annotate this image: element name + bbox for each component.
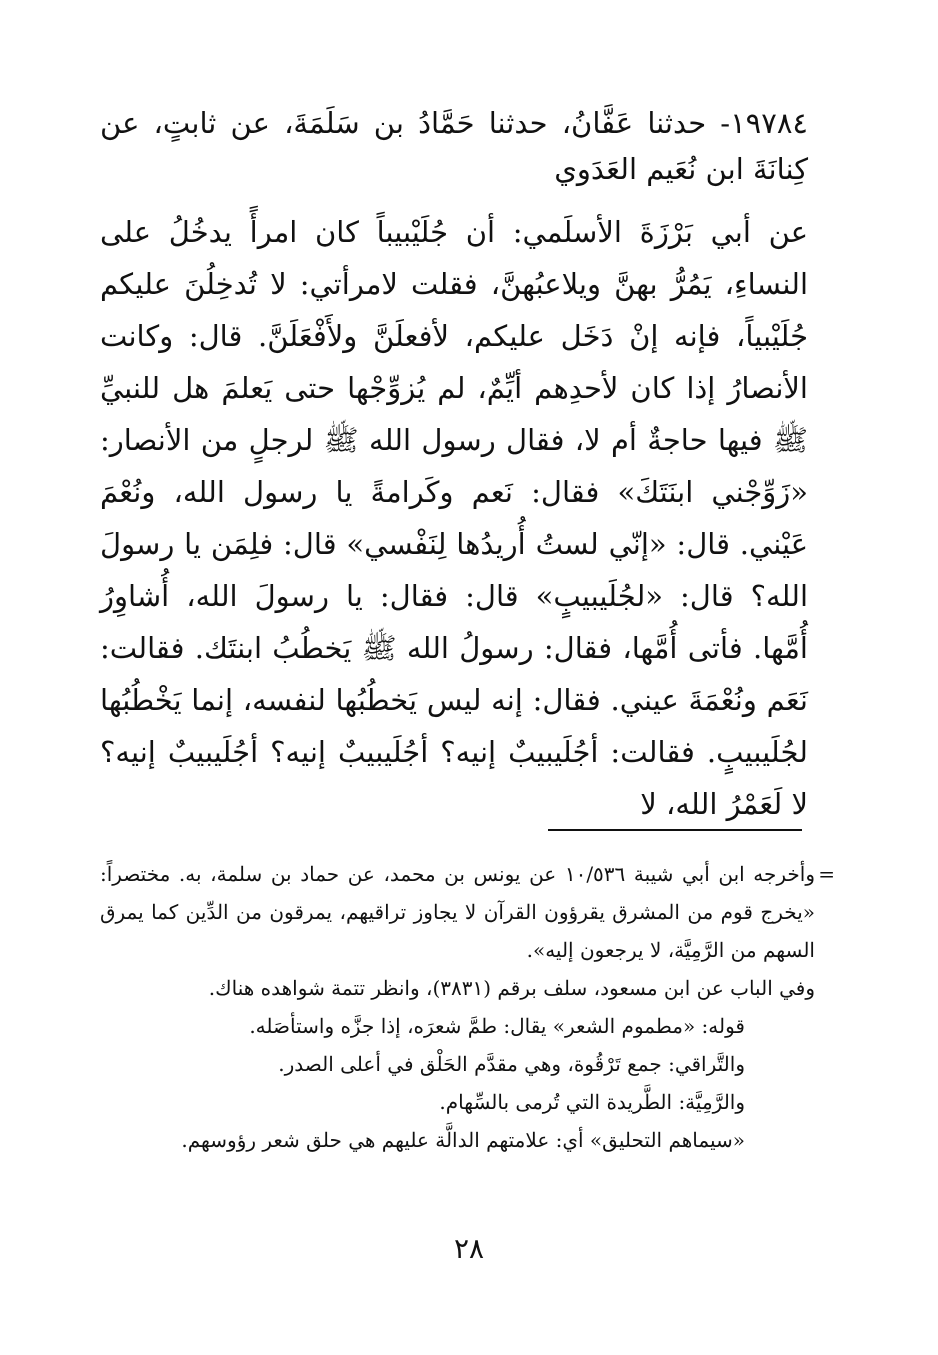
gloss-line: قوله: «مطموم الشعر» يقال: طمَّ شعرَه، إذا جزَّه واستأصَله. [249, 1014, 745, 1038]
hadith-body: عن أبي بَرْزَةَ الأسلَمي: أن جُلَيْبيباً كان امرأً يدخُلُ على النساءِ، يَمُرُّ بهنَّ ويلاعبُهنَّ، فقلت لامرأتي: لا تُدخِلُنَ عليكم جُلَيْبياً، فإنه إنْ دَخَل عليكم، لأفعلَنَّ ولأَفْعَلَنَّ. قال: وكانت الأنصارُ إذا كان لأحدِهم أيِّمٌ، لم يُزوِّجْها حتى يَعلمَ هل للنبيِّ ﷺ فيها حاجةٌ أم لا، فقال رسول الله ﷺ لرجلٍ من الأنصار: «زَوِّجْني ابنَتَكَ» فقال: نَعم وكَرامةً يا رسول الله، ونُعْمَ عَيْني. قال: «إنّي لستُ أُريدُها لِنَفْسي» قال: فلِمَن يا رسولَ الله؟ قال: «لجُلَيبيبٍ» قال: فقال: يا رسولَ الله، أُشاوِرُ أُمَّها. فأتى أُمَّها، فقال: رسولُ الله ﷺ يَخطُبُ ابنتَك. فقالت: نَعَم ونُعْمَةَ عيني. فقال: إنه ليس يَخطُبُها لنفسه، إنما يَخْطُبُها لجُلَيبيبٍ. فقالت: أجُلَيبيبٌ إنيه؟ أجُلَيبيبٌ إنيه؟ أجُلَيبيبٌ إنيه؟ لا لَعَمْرُ الله، لا [100, 215, 808, 821]
hadith-text [100, 100, 808, 830]
hadith-isnad: ١٩٧٨٤- حدثنا عَفَّانُ، حدثنا حَمَّادُ بن سَلَمَةَ، عن ثابتٍ، عن كِنانَةَ ابن نُعَيم العَدَوي [100, 106, 808, 186]
gloss-line: «سيماهم التحليق» أي: علامتهم الدالَّة عليهم هي حلق شعر رؤوسهم. [181, 1128, 745, 1152]
continuation-mark: = [818, 862, 835, 886]
footnotes [100, 855, 835, 1159]
footnote-paragraph: وفي الباب عن ابن مسعود، سلف برقم (٣٨٣١)، وانظر تتمة شواهده هناك. [208, 976, 815, 1000]
gloss-line: والرَّمِيَّة: الطَّريدة التي تُرمى بالسِّهام. [439, 1090, 745, 1114]
footnote-separator [548, 829, 802, 831]
footnote-text: وأخرجه ابن أبي شيبة ١٠/٥٣٦ عن يونس بن محمد، عن حماد بن سلمة، به. مختصراً: «يخرج قوم من المشرق يقرؤون القرآن لا يجاوز تراقيهم، يمرقون من الدِّين كما يمرق السهم من الرَّمِيَّة، لا يرجعون إليه». [100, 862, 815, 962]
footnote-paragraph [100, 855, 835, 969]
page-number: ٢٨ [453, 1232, 485, 1265]
gloss-line: والتَّراقي: جمع تَرْقُوة، وهي مقدَّم الحَلْق في أعلى الصدر. [278, 1052, 745, 1076]
